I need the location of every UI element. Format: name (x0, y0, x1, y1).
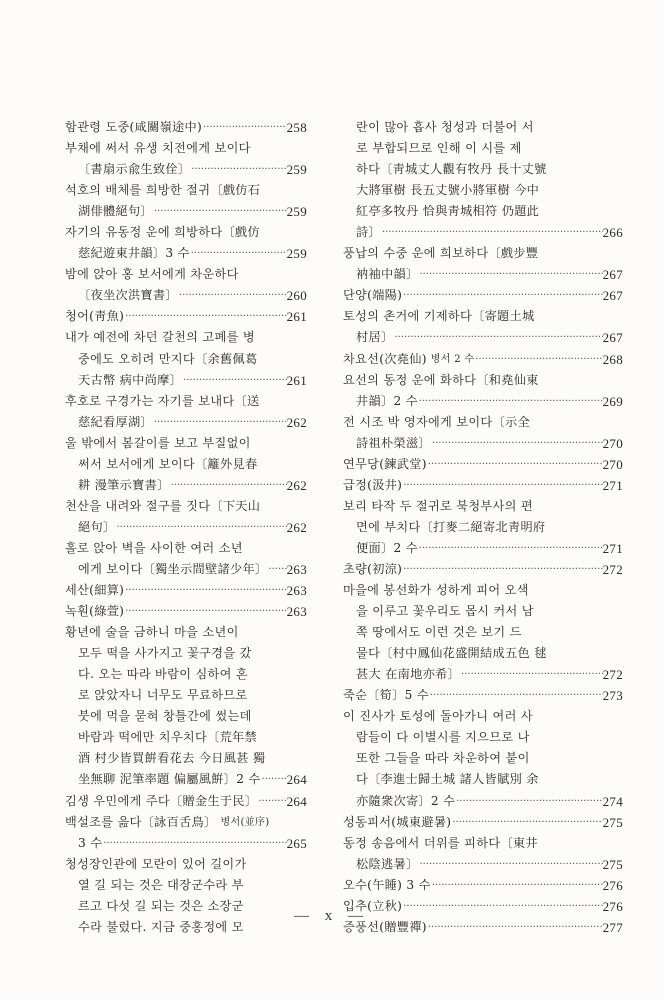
toc-page-number: 263 (286, 604, 307, 620)
dot-leader (153, 201, 287, 222)
toc-entry-title: 란이 많아 흡사 청성과 더불어 서 (356, 120, 534, 134)
toc-entry-title: 세산(細算) (65, 583, 125, 598)
toc-entry-title: 차요선(次堯仙) (343, 351, 427, 366)
toc-entry-line (343, 706, 623, 727)
toc-entry-line (343, 285, 623, 306)
toc-entry-line (65, 685, 307, 706)
toc-page-number: 277 (602, 919, 623, 935)
toc-entry-title: 요선의 동정 운에 화하다〔和堯仙東 (343, 372, 539, 387)
dot-leader (460, 664, 603, 685)
toc-entry-line (343, 264, 623, 285)
toc-entry-title: 후호로 구경가는 자기를 보내다〔送 (65, 393, 260, 408)
toc-entry-title: 람들이 다 이별시를 지으므로 나 (356, 730, 530, 745)
toc-page-number: 258 (286, 120, 307, 135)
dot-leader (381, 222, 603, 243)
toc-entry-line (65, 538, 307, 559)
toc-entry-title: 또한 그들을 따라 차운하여 붙이 (356, 751, 530, 766)
toc-entry-line (65, 748, 307, 769)
toc-entry-title: 르고 다섯 길 되는 것은 소장군 (78, 898, 244, 913)
toc-entry-title: 청어(靑魚) (65, 309, 125, 324)
dot-leader (261, 769, 287, 790)
toc-page-number: 273 (602, 688, 623, 704)
dot-leader (427, 454, 603, 475)
toc-entry-title: 자기의 유동정 운에 희방하다〔戲仿 (65, 225, 260, 240)
toc-entry-title: 녹훤(綠萱) (65, 604, 125, 619)
toc-entry-title: 〔夜坐次洪寶書〕 (78, 288, 178, 303)
toc-page-number: 275 (602, 856, 623, 872)
toc-entry-title: 로 부합되므로 인해 이 시를 제 (356, 141, 522, 156)
toc-entry-title: 詩〕 (356, 225, 381, 240)
toc-entry-title: 붓에 먹을 묻혀 창틀간에 썼는데 (78, 709, 252, 724)
toc-entry-line (65, 138, 307, 159)
toc-entry-line (65, 643, 307, 664)
toc-entry-title: 衲袖中韻〕 (356, 267, 419, 282)
dot-leader (418, 264, 602, 285)
toc-entry-line (65, 433, 307, 454)
toc-entry-title: 慈紀遊東井韻〕3 수 (78, 246, 190, 261)
toc-entry-title: 모두 떡을 사가지고 꽃구경을 갔 (78, 646, 252, 661)
toc-page-number: 262 (286, 477, 307, 493)
toc-entry-line (343, 517, 623, 538)
toc-entry-note: 병서 2 수 (430, 353, 475, 365)
toc-entry-title: 석호의 배체를 희방한 절귀〔戲仿石 (65, 183, 261, 198)
toc-entry-line (65, 306, 307, 327)
toc-entry-line (343, 791, 623, 812)
toc-entry-title: 성동피서(城東避暑) (343, 814, 452, 829)
toc-entry-title: 면에 부치다〔打麥二絕寄北靑明府 (356, 519, 546, 534)
toc-entry-title: 詩祖朴榮滋〕 (356, 435, 431, 450)
toc-entry-title: 다. 오는 따라 바람이 심하여 혼 (78, 667, 248, 682)
toc-entry-line (65, 117, 307, 138)
toc-page-number: 271 (602, 540, 623, 556)
toc-entry-title: 죽순〔筍〕5 수 (343, 688, 429, 703)
toc-entry-title: 이 진사가 토성에 돌아가니 여러 사 (343, 709, 533, 724)
toc-entry-line (343, 833, 623, 854)
toc-entry-line (343, 685, 623, 706)
toc-entry-line (343, 433, 623, 454)
dot-leader (418, 538, 603, 559)
toc-entry-title: 연무당(鍊武堂) (343, 456, 427, 471)
dot-leader (402, 285, 602, 306)
toc-entry-title: 내가 예전에 차던 갈천의 고폐를 병 (65, 330, 255, 345)
toc-entry-title: 홀로 앉아 벽을 사이한 여러 소년 (65, 540, 243, 555)
toc-page-number: 265 (286, 835, 307, 851)
dot-leader (115, 517, 286, 538)
toc-entry-line (343, 222, 623, 243)
toc-entry-line (343, 727, 623, 748)
toc-entry-title: 부채에 써서 유생 치전에게 보이다 (65, 141, 251, 156)
toc-entry-line (65, 580, 307, 601)
toc-entry-line (65, 727, 307, 748)
toc-entry-line (65, 391, 307, 412)
toc-entry-title: 써서 보서에게 보이다〔籬外見春 (78, 456, 258, 471)
toc-entry-line (343, 243, 623, 264)
dot-leader (182, 370, 287, 391)
toc-entry-title: 김생 우민에게 주다〔贈金生于民〕 (65, 793, 258, 808)
toc-entry-line (65, 601, 307, 622)
toc-entry-line (343, 349, 623, 370)
toc-entry-title: 村居〕 (356, 330, 394, 345)
dot-leader (402, 475, 602, 496)
toc-entry-line (65, 412, 307, 433)
toc-page-number: 266 (602, 225, 623, 241)
dot-leader (102, 833, 286, 854)
toc-entry-line (343, 601, 623, 622)
toc-entry-line (65, 854, 307, 875)
toc-page-number: 259 (286, 246, 307, 262)
toc-page-number: 269 (602, 393, 623, 409)
toc-entry-line (65, 517, 307, 538)
toc-entry-line (343, 748, 623, 769)
toc-entry-title: 甚大 在南地亦希〕 (356, 667, 461, 682)
toc-page-number: 270 (602, 456, 623, 472)
toc-entry-line (343, 327, 623, 348)
toc-entry-title: 松陰逃暑〕 (356, 856, 419, 871)
toc-entry-title: 大將軍樹 長五丈號小將軍樹 今中 (356, 183, 540, 198)
toc-page-number: 262 (286, 414, 307, 430)
toc-page-number: 264 (286, 772, 307, 788)
toc-entry-title: 로 앉았자니 너무도 무료하므로 (78, 688, 248, 703)
toc-right-column (343, 117, 623, 938)
toc-entry-title: 慈紀看厚湖〕 (78, 414, 153, 429)
toc-entry-line (343, 538, 623, 559)
toc-entry-title: 井韻〕2 수 (356, 393, 418, 408)
toc-entry-line (343, 854, 623, 875)
toc-entry-line (343, 370, 623, 391)
toc-entry-title: 紅亭多牧丹 恰與靑城相符 仍題此 (356, 204, 540, 219)
toc-entry-title: 초량(初涼) (343, 561, 403, 576)
toc-entry-line (65, 791, 307, 812)
toc-page-number: 259 (286, 204, 307, 220)
toc-entry-line (65, 159, 307, 180)
dot-leader (124, 580, 286, 601)
toc-entry-note: 병서(並序) (220, 816, 270, 828)
toc-entry-title: 보리 타작 두 절귀로 북청부사의 편 (343, 498, 533, 513)
toc-entry-line (343, 475, 623, 496)
dot-leader (455, 791, 602, 812)
toc-entry-line (343, 391, 623, 412)
toc-left-column (65, 117, 307, 938)
toc-entry-line (343, 117, 623, 138)
dot-leader (431, 433, 603, 454)
toc-entry-title: 증풍선(贈豐禪) (343, 919, 427, 934)
toc-entry-line (343, 812, 623, 833)
toc-entry-line (343, 643, 623, 664)
toc-entry-title: 바람과 떡에만 치우치다〔荒年禁 (78, 730, 258, 745)
toc-entry-title: 토성의 촌거에 기제하다〔寄題土城 (343, 309, 535, 324)
toc-entry-title: 함관령 도중(咸關嶺途中) (65, 120, 203, 134)
dot-leader (393, 327, 602, 348)
toc-entry-title: 백설조를 읊다〔詠百舌鳥〕 (65, 814, 217, 829)
page-number: — x — (294, 908, 369, 924)
dot-leader (190, 243, 287, 264)
toc-entry-line (65, 349, 307, 370)
toc-entry-title: 단양(端陽) (343, 288, 403, 303)
dot-leader (202, 117, 287, 138)
toc-entry-line (343, 412, 623, 433)
toc-page-number: 263 (286, 561, 307, 577)
toc-entry-line (343, 769, 623, 790)
toc-entry-line (65, 769, 307, 790)
toc-entry-line (65, 706, 307, 727)
toc-entry-line (65, 285, 307, 306)
toc-entry-title: 천산을 내려와 절구를 짓다〔下天山 (65, 498, 261, 513)
toc-entry-title: 물다〔村中鳳仙花盛開結成五色 毬 (356, 646, 547, 661)
toc-entry-title: 다〔李進士歸土城 諸人皆賦別 余 (356, 772, 539, 787)
toc-entry-line (343, 580, 623, 601)
toc-entry-line (65, 327, 307, 348)
toc-page-number: 267 (602, 288, 623, 304)
toc-entry-title: 坐無聊 泥筆率題 偏屬風餠〕2 수 (78, 772, 261, 787)
toc-entry-line (343, 454, 623, 475)
toc-entry-title: 급정(汲井) (343, 477, 403, 492)
toc-page-number: 276 (602, 898, 623, 914)
toc-entry-line (65, 833, 307, 854)
toc-page-number: 270 (602, 435, 623, 451)
dot-leader (418, 854, 602, 875)
toc-entry-title: 耕 漫筆示寶書〕 (78, 477, 170, 492)
toc-page-number: 271 (602, 477, 623, 493)
dot-leader (178, 285, 287, 306)
toc-page-number: 264 (286, 793, 307, 809)
toc-entry-title: 전 시조 박 영자에게 보이다〔示全 (343, 414, 530, 429)
toc-page-number: 263 (286, 583, 307, 599)
toc-entry-title: 입추(立秋) (343, 898, 403, 913)
toc-entry-title: 풍납의 수중 운에 희보하다〔戲步豐 (343, 246, 539, 261)
toc-entry-line (65, 180, 307, 201)
toc-entry-line (65, 243, 307, 264)
toc-entry-line (65, 622, 307, 643)
toc-entry-title: 열 길 되는 것은 대장군수라 부 (78, 877, 244, 892)
toc-entry-title: 오수(午睡) 3 수 (343, 877, 431, 892)
toc-entry-line (343, 875, 623, 896)
toc-entry-title: 밤에 앉아 홍 보서에게 차운하다 (65, 267, 239, 282)
dot-leader (257, 791, 286, 812)
toc-entry-line (65, 454, 307, 475)
toc-entry-line (343, 138, 623, 159)
toc-page-number: 260 (286, 288, 307, 304)
toc-entry-line (65, 812, 307, 833)
toc-entry-title: 酒 村少皆買餠看花去 今日風甚 獨 (78, 751, 266, 766)
dot-leader (418, 391, 603, 412)
toc-page-number: 268 (602, 351, 623, 367)
dot-leader (402, 559, 602, 580)
toc-entry-title: 絕句〕 (78, 519, 116, 534)
toc-entry-title: 황년에 술을 금하니 마을 소년이 (65, 625, 239, 640)
toc-page-number: 261 (286, 309, 307, 325)
toc-page-number: 262 (286, 519, 307, 535)
toc-entry-title: 에게 보이다〔獨坐示間壁諸少年〕 (78, 561, 268, 576)
toc-entry-line (65, 222, 307, 243)
toc-page-number: 272 (602, 561, 623, 577)
toc-entry-line (343, 559, 623, 580)
toc-entry-title: 〔書扇示兪生致佺〕 (78, 162, 191, 177)
toc-entry-line (65, 475, 307, 496)
toc-entry-title: 중에도 오히려 만지다〔余舊佩葛 (78, 351, 258, 366)
toc-page-number: 267 (602, 267, 623, 283)
toc-entry-title: 수라 불렀다. 지금 중홍정에 모 (78, 919, 244, 934)
dot-leader (170, 475, 287, 496)
toc-entry-line (343, 159, 623, 180)
toc-entry-line (343, 306, 623, 327)
toc-entry-line (65, 664, 307, 685)
toc-entry-title: 동정 송음에서 더위를 피하다〔東井 (343, 835, 538, 850)
toc-entry-line (343, 496, 623, 517)
toc-entry-title: 3 수 (78, 835, 103, 850)
toc-entry-title: 天古幣 病中尚摩〕 (78, 372, 183, 387)
toc-page-number: 275 (602, 814, 623, 830)
toc-entry-line (65, 370, 307, 391)
toc-entry-line (343, 622, 623, 643)
toc-entry-line (65, 264, 307, 285)
toc-page-number: 272 (602, 667, 623, 683)
dot-leader (474, 349, 602, 370)
toc-entry-line (343, 664, 623, 685)
toc-entry-line (65, 496, 307, 517)
toc-entry-title: 을 이루고 꽃우리도 몹시 커서 남 (356, 604, 534, 619)
toc-entry-line (65, 201, 307, 222)
dot-leader (267, 559, 286, 580)
toc-entry-title: 쪽 땅에서도 이런 것은 보기 드 (356, 625, 522, 640)
dot-leader (124, 306, 286, 327)
toc-entry-line (343, 201, 623, 222)
toc-entry-line (65, 559, 307, 580)
toc-page-number: 274 (602, 793, 623, 809)
toc-page-number: 267 (602, 330, 623, 346)
dot-leader (429, 685, 603, 706)
toc-entry-title: 하다〔靑城丈人觀有牧丹 長十丈號 (356, 162, 547, 177)
dot-leader (190, 159, 286, 180)
toc-page-number: 276 (602, 877, 623, 893)
toc-entry-line (65, 875, 307, 896)
toc-entry-title: 湖俳體絕句〕 (78, 204, 153, 219)
toc-page-number: 261 (286, 372, 307, 388)
toc-entry-title: 便面〕2 수 (356, 540, 418, 555)
dot-leader (153, 412, 287, 433)
dot-leader (451, 812, 602, 833)
toc-entry-title: 울 밖에서 봄갈이를 보고 부질없이 (65, 435, 251, 450)
dot-leader (431, 875, 603, 896)
toc-page-number: 259 (286, 162, 307, 178)
dot-leader (124, 601, 286, 622)
toc-entry-title: 亦隨衆次寄〕2 수 (356, 793, 456, 808)
toc-entry-title: 청성장인관에 모란이 있어 길이가 (65, 856, 247, 871)
toc-entry-title: 마을에 봉선화가 성하게 피어 오색 (343, 583, 529, 598)
toc-entry-line (343, 180, 623, 201)
